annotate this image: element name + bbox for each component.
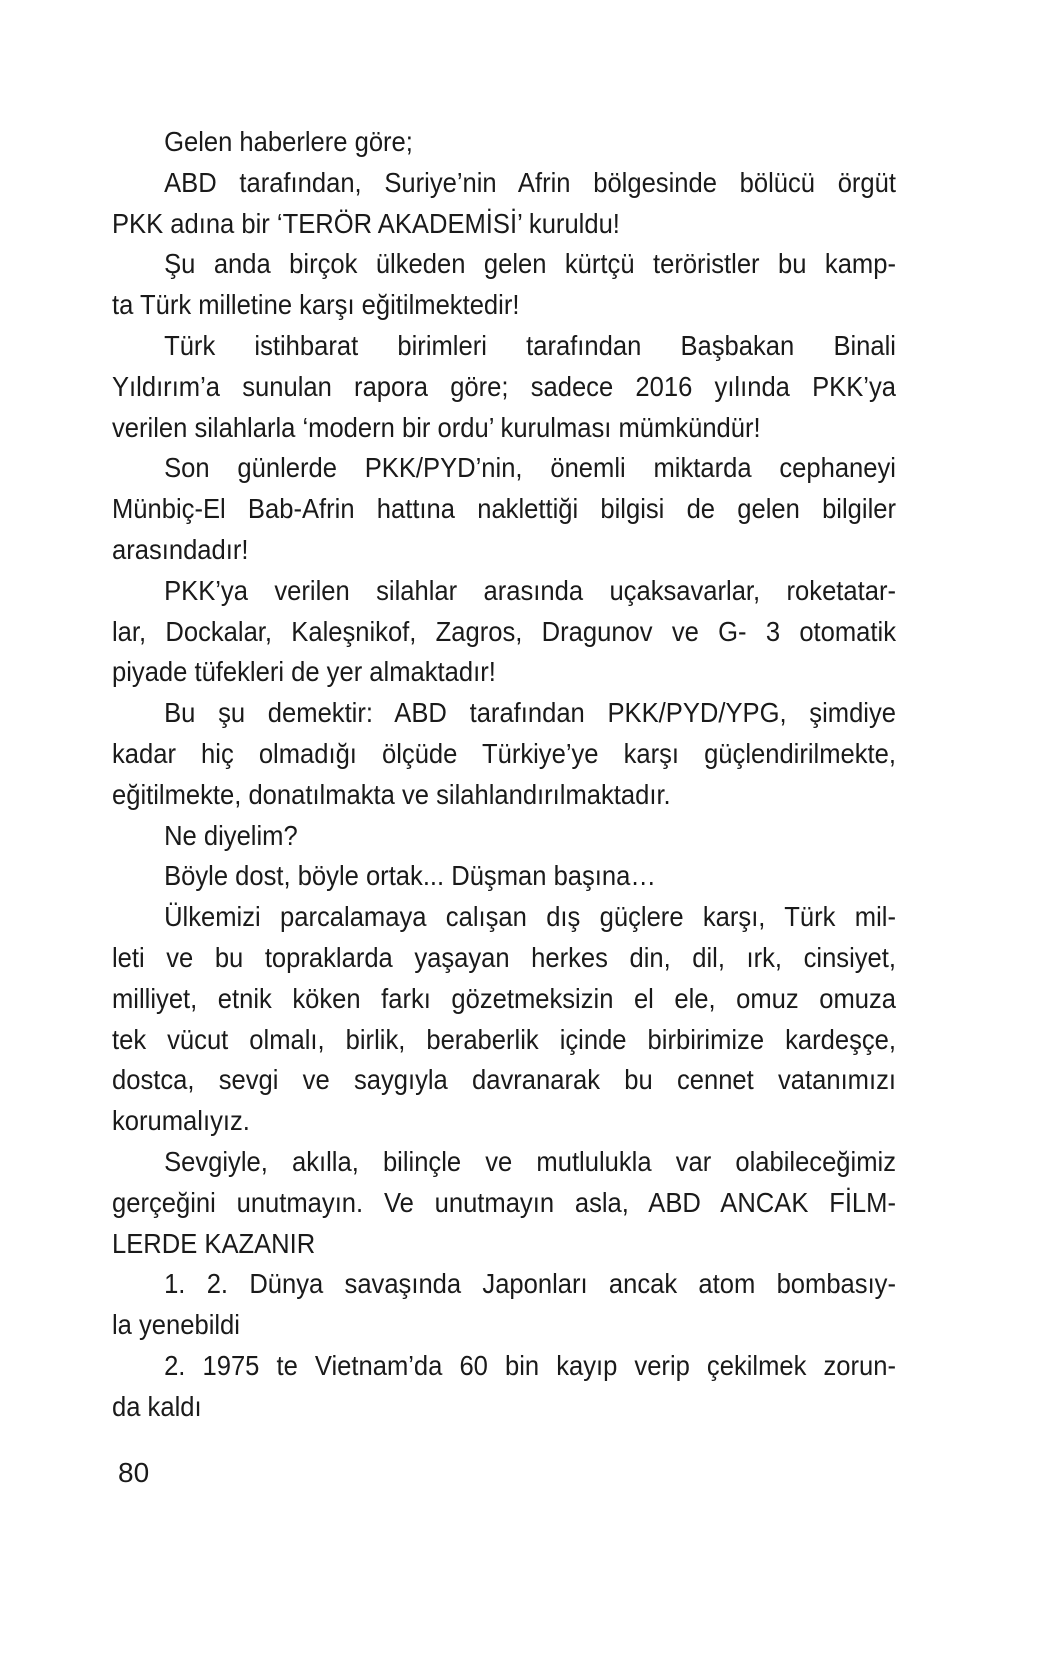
text-line: arasındadır! [112,533,249,565]
paragraph [112,1264,896,1346]
text-line: gerçeğini unutmayın. Ve unutmayın asla, ABD ANCAK FİLM- [112,1186,896,1218]
text-line: Münbiç-El Bab-Afrin hattına naklettiği bilgisi de gelen bilgiler [112,493,896,525]
text-line: PKK adına bir ‘TERÖR AKADEMİSİ’ kuruldu! [112,207,620,239]
text-line: Gelen haberlere göre; [164,126,413,157]
paragraph [112,244,896,326]
paragraph [112,326,896,448]
text-line: Bu şu demektir: ABD tarafından PKK/PYD/YPG, şimdiye [164,697,896,729]
text-line: milliyet, etnik köken farkı gözetmeksizin el ele, omuz omuza [112,982,896,1014]
text-line: PKK’ya verilen silahlar arasında uçaksavarlar, roketatar- [164,574,896,606]
paragraph [112,571,896,693]
paragraph [112,122,896,163]
paragraph [112,1346,896,1428]
paragraph [112,897,896,1142]
text-line: 1. 2. Dünya savaşında Japonları ancak atom bombasıy- [164,1268,896,1300]
text-line: piyade tüfekleri de yer almaktadır! [112,656,496,688]
text-line: Şu anda birçok ülkeden gelen kürtçü teröristler bu kamp- [164,248,896,280]
body-text [112,122,896,1428]
text-line: kadar hiç olmadığı ölçüde Türkiye’ye karşı güçlendirilmekte, [112,737,896,769]
text-line: 2. 1975 te Vietnam’da 60 bin kayıp verip çekilmek zorun- [164,1349,896,1381]
paragraph [112,1142,896,1264]
text-line: Ülkemizi parcalamaya calışan dış güçlere karşı, Türk mil- [164,901,896,933]
text-line: Türk istihbarat birimleri tarafından Başbakan Binali [164,329,896,361]
text-line: dostca, sevgi ve saygıyla davranarak bu cennet vatanımızı [112,1064,896,1096]
text-line: ABD tarafından, Suriye’nin Afrin bölgesinde bölücü örgüt [164,166,896,198]
paragraph [112,693,896,815]
paragraph [112,856,896,897]
text-line: lar, Dockalar, Kaleşnikof, Zagros, Dragunov ve G- 3 otomatik [112,615,896,647]
text-line: Yıldırım’a sunulan rapora göre; sadece 2016 yılında PKK’ya [112,370,896,402]
text-line: leti ve bu topraklarda yaşayan herkes din, dil, ırk, cinsiyet, [112,941,896,973]
paragraph [112,163,896,245]
text-line: Böyle dost, böyle ortak... Düşman başına… [164,860,656,892]
text-line: Son günlerde PKK/PYD’nin, önemli miktarda cephaneyi [164,452,896,484]
text-line: Ne diyelim? [164,819,298,851]
text-line: Sevgiyle, akılla, bilinçle ve mutlulukla var olabileceğimiz [164,1145,896,1177]
text-line: verilen silahlarla ‘modern bir ordu’ kurulması mümkündür! [112,411,761,443]
text-line: korumalıyız. [112,1105,250,1137]
text-line: ta Türk milletine karşı eğitilmektedir! [112,289,520,321]
paragraph [112,816,896,857]
text-line: eğitilmekte, donatılmakta ve silahlandırılmaktadır. [112,778,671,810]
text-line: LERDE KAZANIR [112,1227,316,1259]
text-line: da kaldı [112,1390,202,1422]
paragraph [112,448,896,570]
text-line: la yenebildi [112,1309,240,1341]
text-line: tek vücut olmalı, birlik, beraberlik içinde birbirimize kardeşçe, [112,1023,896,1055]
page-number: 80 [118,1457,150,1488]
